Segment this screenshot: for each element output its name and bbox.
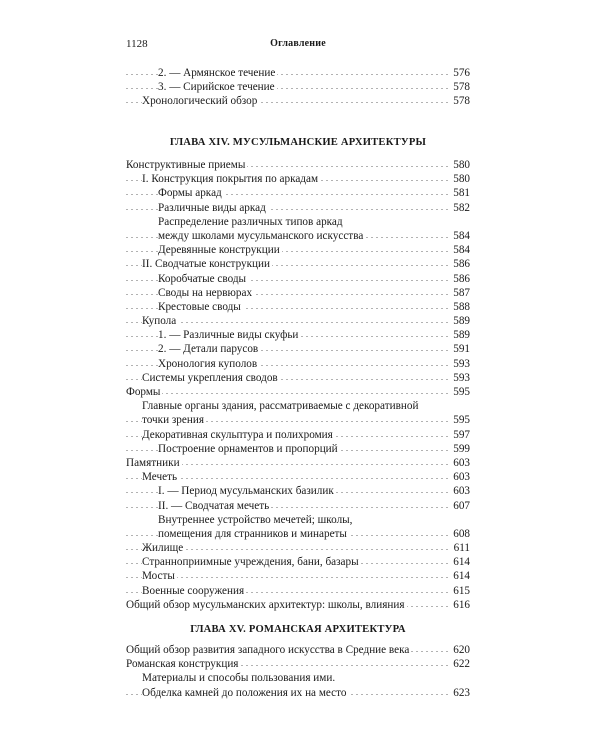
toc-entry-title: Деревянные конструкции [158,244,280,257]
toc-entry-page: 578 [450,80,470,94]
toc-entry[interactable] [126,569,470,583]
page-header [126,38,470,54]
toc-entry-page: 593 [450,371,470,385]
toc-entry-page: 584 [450,229,470,243]
toc-entry-title: 3. — Сирийское течение [158,81,275,94]
toc-entry-title: 2. — Детали парусов [158,343,259,356]
toc-entry[interactable] [126,371,470,385]
toc-entry-title: II. — Сводчатая мечеть [158,499,270,512]
toc-entry-page: 603 [450,484,470,498]
toc-entry-first-line: Внутреннее устройство мечетей; школы, [158,513,353,526]
toc-entry-page: 580 [450,158,470,172]
chapter-heading-xv: ГЛАВА XV. РОМАНСКАЯ АРХИТЕКТУРА [190,624,406,635]
toc-entry[interactable] [126,158,470,172]
toc-block-chapter-xiv [126,158,470,612]
toc-entry[interactable] [126,66,470,80]
toc-entry-title: Общий обзор развития западного искусства в Средние века [126,644,410,656]
toc-block-top [126,66,470,109]
toc-entry-page: 622 [450,657,470,671]
toc-entry-title: II. Сводчатые конструкции [142,258,271,271]
toc-entry[interactable] [126,229,470,243]
chapter-heading-xiv: ГЛАВА XIV. МУСУЛЬМАНСКИЕ АРХИТЕКТУРЫ [169,137,427,148]
toc-entry-title: Коробчатые своды [158,272,247,285]
toc-entry-first-line: Главные органы здания, рассматриваемые с декоративной [142,400,419,413]
toc-entry[interactable] [126,80,470,94]
toc-entry-page: 615 [450,584,470,598]
toc-entry-page: 580 [450,172,470,186]
toc-entry-title: Формы аркад [158,187,222,200]
toc-entry-title: Купола [142,315,177,328]
toc-entry-title: Формы [126,386,161,398]
toc-entry-page: 623 [450,686,470,700]
toc-entry-page: 589 [450,328,470,342]
toc-entry-title: I. Конструкция покрытия по аркадам [142,173,319,186]
toc-entry[interactable] [126,643,470,657]
toc-entry[interactable] [126,499,470,513]
toc-entry-title: точки зрения [142,414,204,427]
toc-entry[interactable] [126,314,470,328]
toc-entry-page: 608 [450,527,470,541]
toc-entry-title: Мосты [142,570,175,583]
toc-entry-page: 614 [450,555,470,569]
toc-entry[interactable] [126,300,470,314]
toc-entry-title: Различные виды аркад [158,201,266,214]
toc-entry-page: 620 [450,643,470,657]
toc-entry-page: 591 [450,342,470,356]
toc-entry-page: 584 [450,243,470,257]
toc-entry[interactable] [126,342,470,356]
toc-entry[interactable] [126,286,470,300]
toc-entry[interactable] [126,456,470,470]
toc-entry-title: Декоративная скульптура и полихромия [142,428,333,441]
toc-entry-title: Странноприимные учреждения, бани, базары [142,556,359,569]
toc-entry-page: 588 [450,300,470,314]
toc-entry-title: Памятники [126,456,180,469]
toc-entry[interactable] [126,686,470,700]
toc-entry-title: Военные сооружения [142,584,245,597]
running-title: Оглавление [270,38,326,49]
toc-entry-title: Романская конструкция [126,658,239,671]
toc-block-chapter-xv [126,643,470,700]
toc-entry-title: Жилище [142,542,184,555]
toc-entry-title: Системы укрепления сводов [142,371,278,384]
toc-entry[interactable] [126,328,470,342]
toc-entry-page: 586 [450,272,470,286]
toc-entry-first-line: Материалы и способы пользования ими. [142,672,336,685]
toc-entry-title: Крестовые своды [158,300,241,313]
toc-entry-title: Построение орнаментов и пропорций [158,442,338,455]
toc-entry-title: Своды на нервюрах [158,286,253,299]
toc-entry[interactable] [126,94,470,108]
toc-entry[interactable] [126,272,470,286]
toc-entry[interactable] [126,186,470,200]
toc-entry[interactable] [126,555,470,569]
toc-entry[interactable] [126,428,470,442]
toc-entry[interactable] [126,257,470,271]
toc-entry-page: 586 [450,257,470,271]
toc-entry[interactable] [126,470,470,484]
toc-entry-title: 2. — Армянское течение [158,67,276,79]
toc-entry[interactable] [126,541,470,555]
toc-entry-page: 597 [450,428,470,442]
toc-entry[interactable] [126,442,470,456]
toc-entry[interactable] [126,172,470,186]
toc-entry-title: помещения для странников и минареты [158,527,347,540]
toc-entry[interactable] [126,413,470,427]
toc-entry-page: 599 [450,442,470,456]
toc-entry[interactable] [126,527,470,541]
toc-entry[interactable] [126,584,470,598]
toc-entry[interactable] [126,201,470,215]
toc-entry-page: 581 [450,186,470,200]
toc-entry[interactable] [126,484,470,498]
toc-entry-page: 616 [450,598,470,612]
toc-entry-page: 582 [450,201,470,215]
toc-entry[interactable] [126,657,470,671]
page-number: 1128 [126,38,148,50]
toc-entry-page: 607 [450,499,470,513]
toc-entry-title: Конструктивные приемы [126,159,246,171]
toc-entry[interactable] [126,357,470,371]
toc-entry[interactable] [126,598,470,612]
toc-entry-page: 578 [450,94,470,108]
toc-entry-page: 611 [451,541,470,555]
toc-entry-page: 595 [450,413,470,427]
toc-entry-title: Общий обзор мусульманских архитектур: школы, влияния [126,598,405,611]
toc-entry-title: между школами мусульманского искусства [158,229,364,242]
toc-entry-page: 603 [450,456,470,470]
toc-entry-page: 593 [450,357,470,371]
toc-entry-title: Хронология куполов [158,357,258,370]
toc-entry-title: Хронологический обзор [142,95,258,108]
toc-entry[interactable] [126,385,470,399]
toc-entry-page: 576 [450,66,470,80]
toc-entry-title: Обделка камней до положения их на место [142,686,347,699]
toc-entry-title: I. — Период мусульманских базилик [158,485,334,498]
toc-entry-page: 587 [450,286,470,300]
toc-entry[interactable] [126,243,470,257]
toc-entry-title: 1. — Различные виды скуфьи [158,329,299,342]
toc-entry-page: 595 [450,385,470,399]
toc-entry-page: 603 [450,470,470,484]
toc-entry-page: 589 [450,314,470,328]
toc-entry-title: Мечеть [142,471,178,484]
toc-entry-page: 614 [450,569,470,583]
toc-entry-first-line: Распределение различных типов аркад [158,215,343,228]
